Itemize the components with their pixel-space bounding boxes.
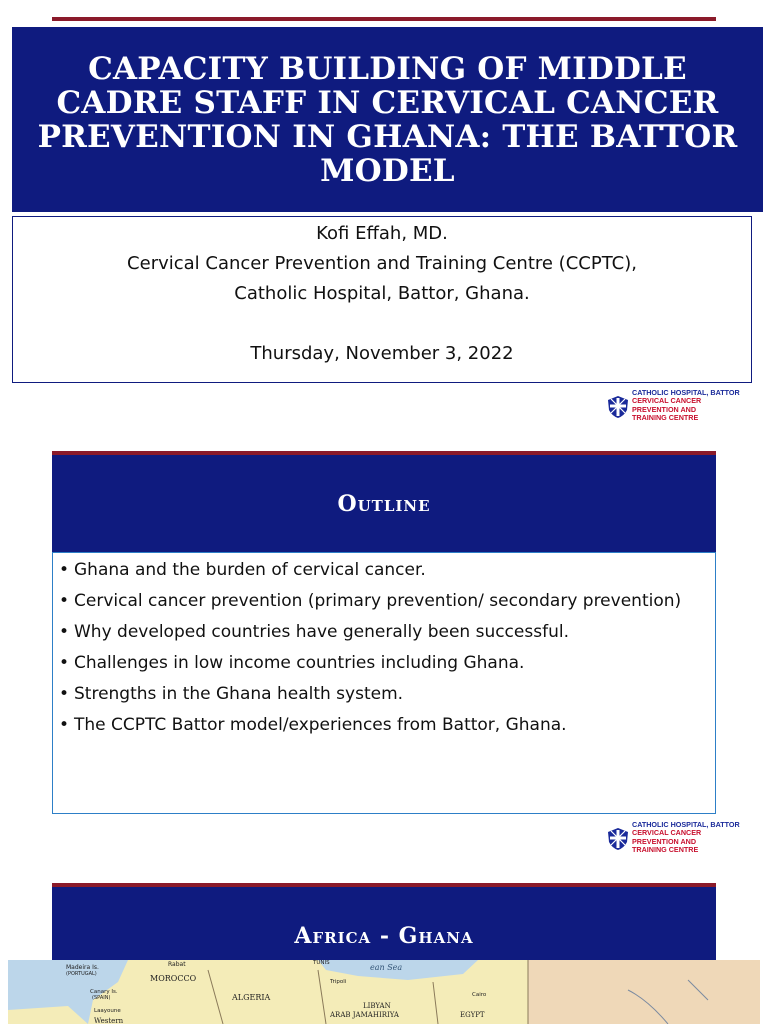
- bullet: •: [59, 591, 70, 611]
- list-item: • Why developed countries have generally been successful.: [59, 620, 709, 645]
- map-image: [8, 960, 760, 1024]
- logo-line-1: CATHOLIC HOSPITAL, BATTOR: [632, 388, 740, 397]
- logo-line-4: TRAINING CENTRE: [632, 845, 699, 855]
- map-label-madeira: Madeira Is.: [66, 964, 99, 971]
- list-item: • The CCPTC Battor model/experiences from Battor, Ghana.: [59, 713, 709, 738]
- logo-line-2: CERVICAL CANCER: [632, 396, 702, 406]
- bullet: •: [59, 715, 70, 735]
- outline-banner: [52, 455, 716, 552]
- title-banner: [12, 27, 763, 212]
- logo-line-4: TRAINING CENTRE: [632, 413, 699, 423]
- list-item: • Ghana and the burden of cervical cancer.: [59, 558, 709, 583]
- map-label-rabat: Rabat: [168, 961, 186, 968]
- affiliation-line-2: Catholic Hospital, Battor, Ghana.: [234, 283, 530, 304]
- map-label-algeria: ALGERIA: [232, 993, 271, 1002]
- africa-heading: Africa - Ghana: [294, 923, 474, 949]
- author-name: Kofi Effah, MD.: [316, 223, 448, 244]
- map-label-libyan: LIBYAN: [363, 1002, 391, 1010]
- map-label-sea: ean Sea: [370, 963, 403, 972]
- map-label-tripoli: Tripoli: [330, 979, 347, 985]
- ccptc-logo: [607, 389, 740, 423]
- bullet: •: [59, 560, 70, 580]
- logo-line-1: CATHOLIC HOSPITAL, BATTOR: [632, 820, 740, 829]
- outline-content-box: [52, 552, 716, 814]
- ccptc-logo-2: [607, 821, 740, 855]
- map-label-arab: ARAB JAMAHIRIYA: [330, 1011, 399, 1019]
- logo-line-3: PREVENTION AND: [632, 836, 697, 846]
- outline-heading: Outline: [337, 490, 431, 517]
- bullet: •: [59, 622, 70, 642]
- cross-shield-icon: [607, 827, 629, 851]
- map-label-canary: Canary Is.: [90, 989, 118, 995]
- outline-list: [59, 558, 709, 738]
- bullet: •: [59, 684, 70, 704]
- map-label-spain: (SPAIN): [92, 995, 111, 1001]
- list-item: • Strengths in the Ghana health system.: [59, 682, 709, 707]
- map-label-egypt: EGYPT: [460, 1011, 485, 1019]
- author-info-box: [12, 216, 752, 383]
- map-label-morocco: MOROCCO: [150, 974, 197, 983]
- map-label-western: Western: [94, 1017, 124, 1024]
- logo-line-3: PREVENTION AND: [632, 404, 697, 414]
- map-label-laayoune: Laayoune: [94, 1008, 121, 1014]
- list-item: • Challenges in low income countries including Ghana.: [59, 651, 709, 676]
- cross-shield-icon: [607, 395, 629, 419]
- africa-banner: [52, 887, 716, 967]
- logo-line-2: CERVICAL CANCER: [632, 828, 702, 838]
- list-item: • Cervical cancer prevention (primary prevention/ secondary prevention): [59, 589, 709, 614]
- top-divider: [52, 17, 716, 21]
- map-label-tunis: TUNIS: [313, 960, 330, 966]
- bullet: •: [59, 653, 70, 673]
- africa-map: [8, 960, 760, 1024]
- map-label-cairo: Cairo: [472, 992, 487, 998]
- presentation-title: CAPACITY BUILDING OF MIDDLE CADRE STAFF IN CERVICAL CANCER PREVENTION IN GHANA: THE BATTOR MODEL: [37, 50, 738, 189]
- map-label-portugal: (PORTUGAL): [66, 971, 97, 977]
- presentation-date: Thursday, November 3, 2022: [250, 343, 514, 364]
- affiliation-line-1: Cervical Cancer Prevention and Training Centre (CCPTC),: [127, 253, 637, 274]
